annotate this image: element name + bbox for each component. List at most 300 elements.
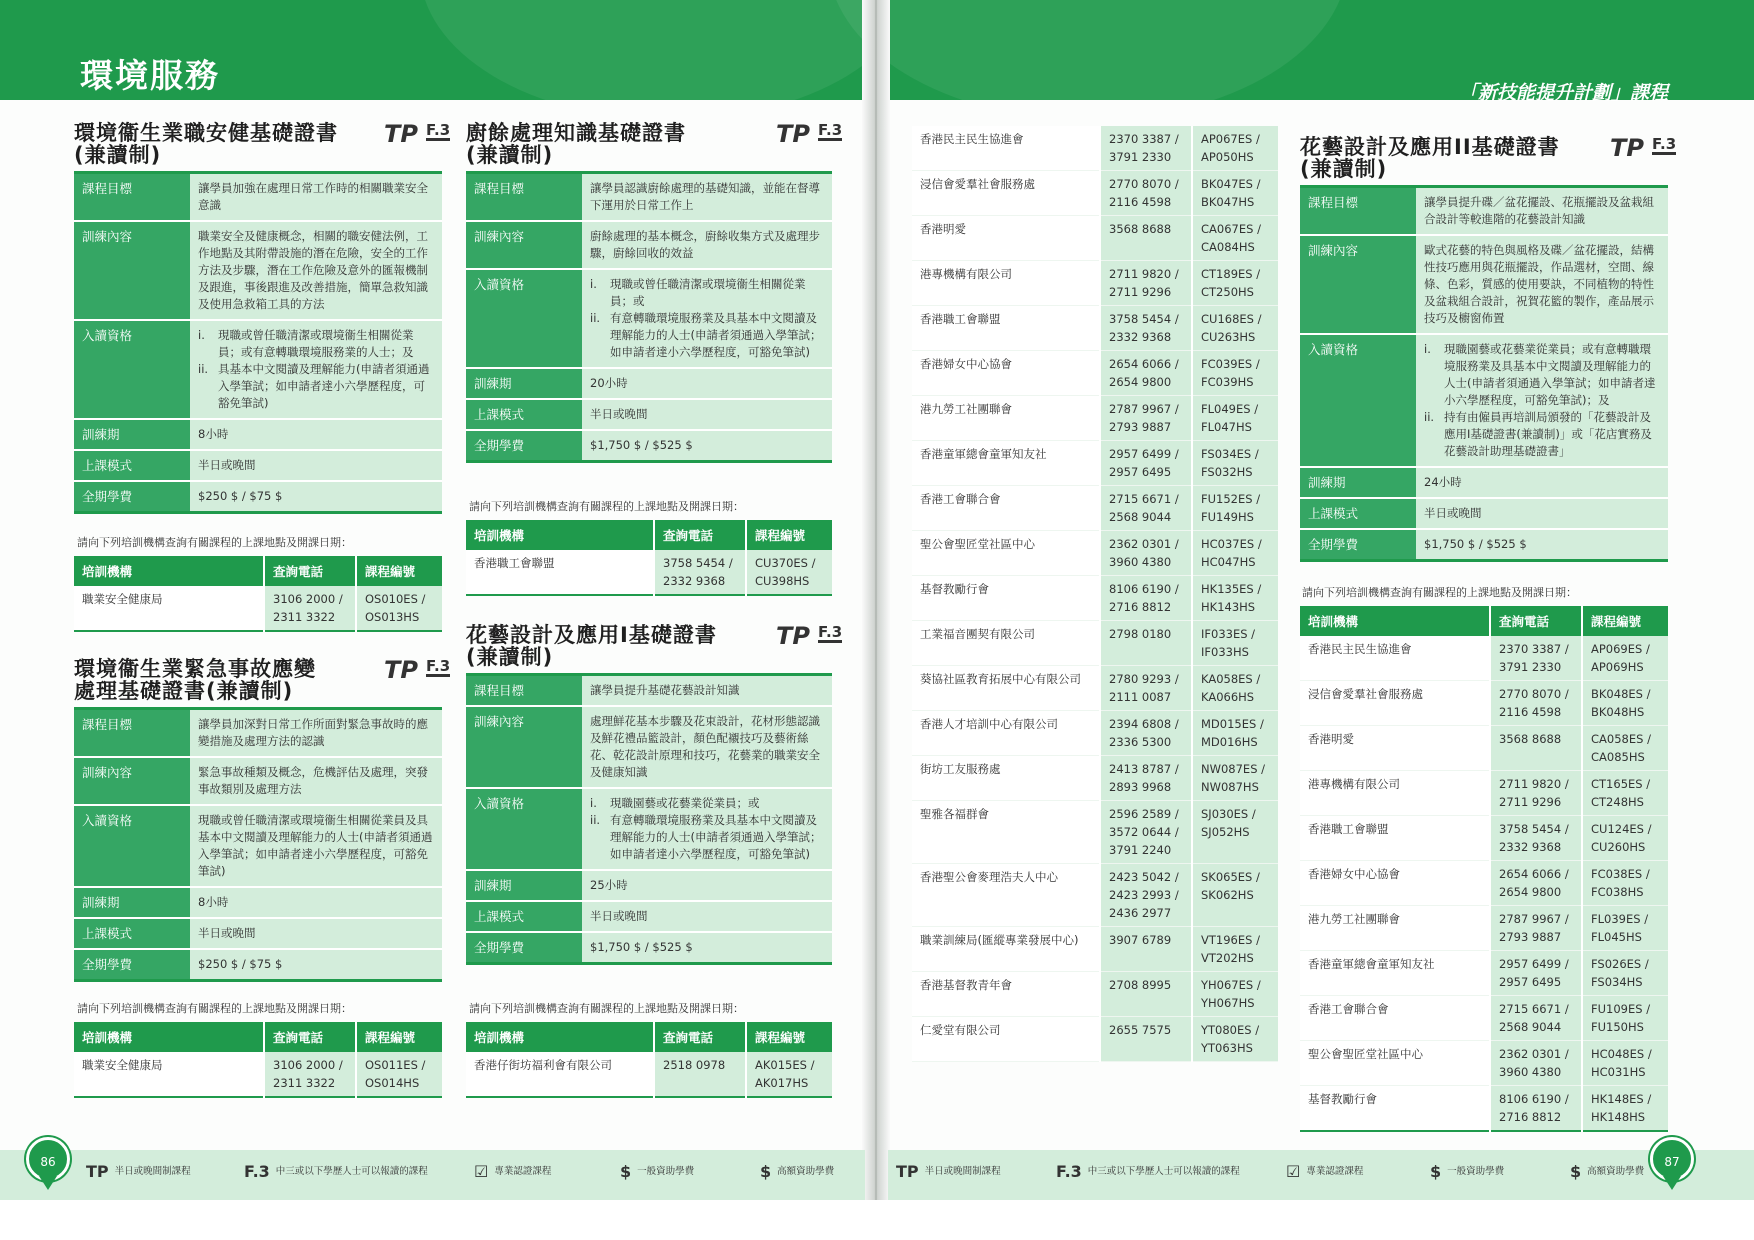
entry-item (590, 310, 824, 361)
program-title: 「新技能提升計劃」課程 (1458, 82, 1668, 104)
value-objective: 讓學員提升碟／盆花擺設、花瓶擺設及盆栽組合設計等較進階的花藝設計知識 (1416, 187, 1668, 236)
contact-tel: 2362 0301 / 3960 4380 (1100, 531, 1192, 576)
entry-text: 有意轉職環境服務業及具基本中文閱讀及理解能力的人士(申請者須通過入學筆試；如申請者達小六學歷程度，可豁免筆試) (610, 813, 822, 861)
legend-cert (1286, 1162, 1363, 1181)
row-fee (466, 932, 832, 964)
course-card-food-waste (466, 120, 843, 463)
contact-code: CT189ES / CT250HS (1192, 261, 1278, 306)
contact-code: HK148ES / HK148HS (1582, 1086, 1668, 1132)
label-objective: 課程目標 (466, 675, 582, 707)
contact-code: FU152ES / FU149HS (1192, 486, 1278, 531)
row-content (466, 706, 832, 788)
label-entry: 入讀資格 (466, 788, 582, 870)
label-content: 訓練內容 (74, 757, 190, 805)
entry-text: 具基本中文閱讀及理解能力(申請者須通過入學筆試；如申請者達小六學歷程度，可豁免筆試) (218, 362, 430, 410)
entry-item (1424, 409, 1660, 460)
row-duration (74, 887, 442, 918)
course-title-line2: (兼讀制) (74, 143, 162, 167)
contact-tel: 2394 6808 / 2336 5300 (1100, 711, 1192, 756)
certificate-icon: ☑ (1286, 1162, 1301, 1181)
course-title-line2: (兼讀制) (466, 645, 554, 669)
entry-item (590, 795, 824, 812)
contact-tel: 3758 5454 / 2332 9368 (654, 550, 746, 595)
course-info-table (466, 673, 832, 965)
contact-tel: 2413 8787 / 2893 9968 (1100, 756, 1192, 801)
contact-tel: 2715 6671 / 2568 9044 (1490, 996, 1582, 1041)
contact-org: 香港婦女中心協會 (912, 351, 1100, 396)
row-mode (74, 450, 442, 481)
course-title-line2: (兼讀制) (1300, 157, 1388, 181)
label-mode: 上課模式 (74, 918, 190, 949)
contact-row (912, 486, 1278, 531)
row-objective (466, 675, 832, 707)
row-entry (466, 269, 832, 368)
contact-tel: 3758 5454 / 2332 9368 (1100, 306, 1192, 351)
course-card-floral-1 (466, 622, 843, 965)
entry-numeral: i. (590, 796, 597, 810)
contact-tel: 2957 6499 / 2957 6495 (1490, 951, 1582, 996)
value-content: 處理鮮花基本步驟及花束設計，花材形態認識及鮮花禮品籃設計，顏色配襯技巧及藝術絲花、乾花設計原理和技巧，花藝業的職業安全及健康知識 (582, 706, 832, 788)
legend-text: 專業認證課程 (494, 1166, 552, 1177)
entry-item (1424, 341, 1660, 409)
value-objective: 讓學員加強在處理日常工作時的相關職業安全意識 (190, 173, 442, 222)
legend-text: 中三或以下學歷人士可以報讀的課程 (1087, 1166, 1240, 1177)
contact-org: 香港職工會聯盟 (912, 306, 1100, 351)
contact-row (1300, 861, 1668, 906)
contact-table (466, 1022, 832, 1098)
entry-text: 有意轉職環境服務業及具基本中文閱讀及理解能力的人士(申請者須通過入學筆試；如申請者達小六學歷程度，可豁免筆試) (610, 311, 822, 359)
contact-org: 職業訓練局(匯縱專業發展中心) (912, 927, 1100, 972)
course-title-line2: (兼讀制) (466, 143, 554, 167)
tp-logo-icon: TP (776, 622, 810, 650)
contact-tel: 2770 8070 / 2116 4598 (1100, 171, 1192, 216)
label-duration: 訓練期 (74, 887, 190, 918)
contact-code: YH067ES / YH067HS (1192, 972, 1278, 1017)
contact-code: VT196ES / VT202HS (1192, 927, 1278, 972)
contact-tel: 3106 2000 / 2311 3322 (264, 586, 356, 631)
value-fee: $1,750 $ / $525 $ (1416, 529, 1668, 561)
label-objective: 課程目標 (1300, 187, 1416, 236)
value-content: 職業安全及健康概念，相關的職安健法例，工作地點及其附帶設施的潛在危險，安全的工作方法及步驟，潛在工作危險及意外的匯報機制及跟進，事後跟進及改善措施，簡單急救知識及使用急救箱工具的方法 (190, 221, 442, 320)
contact-row (1300, 906, 1668, 951)
row-entry (74, 320, 442, 419)
legend-text: 中三或以下學歷人士可以報讀的課程 (275, 1166, 428, 1177)
contact-header-row (74, 556, 442, 586)
contact-tel: 2596 2589 / 3572 0644 / 3791 2240 (1100, 801, 1192, 864)
col-org-header: 培訓機構 (74, 1022, 264, 1052)
contact-code: CU124ES / CU260HS (1582, 816, 1668, 861)
contact-org: 香港職工會聯盟 (466, 550, 654, 595)
label-content: 訓練內容 (74, 221, 190, 320)
contact-org: 香港明愛 (912, 216, 1100, 261)
contact-org: 香港仔街坊福利會有限公司 (466, 1052, 654, 1097)
label-mode: 上課模式 (1300, 498, 1416, 529)
contact-tel: 2423 5042 / 2423 2993 / 2436 2977 (1100, 864, 1192, 927)
contact-row (912, 801, 1278, 864)
label-entry: 入讀資格 (466, 269, 582, 368)
contact-table (1300, 606, 1668, 1132)
value-fee: $1,750 $ / $525 $ (582, 430, 832, 462)
contact-code: MD015ES / MD016HS (1192, 711, 1278, 756)
contact-org: 港專機構有限公司 (912, 261, 1100, 306)
label-objective: 課程目標 (74, 709, 190, 758)
contact-tel: 2770 8070 / 2116 4598 (1490, 681, 1582, 726)
contact-row (912, 756, 1278, 801)
contact-row (912, 621, 1278, 666)
contact-row (466, 550, 832, 595)
contact-org: 聖公會聖匠堂社區中心 (912, 531, 1100, 576)
f3-logo-icon: F.3 (1651, 135, 1677, 153)
contact-tel: 2957 6499 / 2957 6495 (1100, 441, 1192, 486)
legend-high-fee (760, 1162, 834, 1181)
label-entry: 入讀資格 (74, 805, 190, 887)
value-mode: 半日或晚間 (190, 450, 442, 481)
row-fee (74, 481, 442, 513)
entry-item (590, 276, 824, 310)
label-duration: 訓練期 (466, 870, 582, 901)
contact-row (912, 396, 1278, 441)
contact-tel: 3907 6789 (1100, 927, 1192, 972)
label-duration: 訓練期 (1300, 467, 1416, 498)
col-org-header: 培訓機構 (466, 1022, 654, 1052)
label-entry: 入讀資格 (1300, 334, 1416, 467)
value-duration: 25小時 (582, 870, 832, 901)
contact-row (1300, 1086, 1668, 1132)
value-content: 歐式花藝的特色與風格及碟／盆花擺設，結構性技巧應用與花瓶擺設，作品選材，空間、線條、色彩，質感的使用要訣，不同植物的特性及盆栽組合設計，祝賀花籃的製作，產品展示技巧及櫥窗佈置 (1416, 235, 1668, 334)
entry-item (198, 361, 434, 412)
contact-row (912, 1017, 1278, 1062)
page-number-pin (1663, 1176, 1681, 1190)
label-duration: 訓練期 (466, 368, 582, 399)
contact-tel: 2654 6066 / 2654 9800 (1100, 351, 1192, 396)
course-info-table (74, 171, 442, 514)
right-header-band (888, 0, 1754, 104)
contact-code: HK135ES / HK143HS (1192, 576, 1278, 621)
contact-tel: 3568 8688 (1100, 216, 1192, 261)
contact-org: 浸信會愛羣社會服務處 (912, 171, 1100, 216)
value-entry (582, 269, 832, 368)
contact-row (912, 972, 1278, 1017)
contact-org: 香港職工會聯盟 (1300, 816, 1490, 861)
value-entry (582, 788, 832, 870)
contact-code: OS011ES / OS014HS (356, 1052, 442, 1097)
tp-logo-icon: TP (86, 1162, 109, 1181)
legend-text: 一般資助學費 (637, 1166, 695, 1177)
legend-f3 (244, 1162, 428, 1181)
course-info-table (1300, 185, 1668, 562)
contact-row (1300, 1041, 1668, 1086)
label-duration: 訓練期 (74, 419, 190, 450)
legend-text: 高額資助學費 (777, 1166, 835, 1177)
col-tel-header: 查詢電話 (264, 556, 356, 586)
contact-row (912, 531, 1278, 576)
contact-tel: 2715 6671 / 2568 9044 (1100, 486, 1192, 531)
row-duration (1300, 467, 1668, 498)
f3-logo-icon: F.3 (817, 623, 843, 641)
row-objective (74, 173, 442, 222)
left-header-band (0, 0, 865, 100)
contact-org: 香港聖公會麥理浩夫人中心 (912, 864, 1100, 927)
contact-code: FS034ES / FS032HS (1192, 441, 1278, 486)
row-fee (466, 430, 832, 462)
contact-row (912, 864, 1278, 927)
label-objective: 課程目標 (466, 173, 582, 222)
tp-logo-icon: TP (776, 120, 810, 148)
contact-org: 工業福音團契有限公司 (912, 621, 1100, 666)
contact-row (912, 666, 1278, 711)
value-objective: 讓學員加深對日常工作所面對緊急事故時的應變措施及處理方法的認識 (190, 709, 442, 758)
course-card-floral-2 (1300, 134, 1677, 562)
contact-table (466, 520, 832, 596)
legend-half-day (896, 1162, 1001, 1181)
contact-row (466, 1052, 832, 1097)
contact-tel: 2370 3387 / 3791 2330 (1490, 636, 1582, 681)
entry-numeral: i. (590, 277, 597, 291)
dollar-icon: $ (620, 1162, 632, 1181)
contact-org: 基督教勵行會 (912, 576, 1100, 621)
value-fee: $250 $ / $75 $ (190, 949, 442, 981)
contact-code: FS026ES / FS034HS (1582, 951, 1668, 996)
contact-code: KA058ES / KA066HS (1192, 666, 1278, 711)
label-fee: 全期學費 (74, 949, 190, 981)
course-title-line1: 廚餘處理知識基礎證書 (466, 121, 686, 145)
page-number-left: 86 (26, 1137, 70, 1181)
col-code-header: 課程編號 (746, 1022, 832, 1052)
value-duration: 20小時 (582, 368, 832, 399)
value-content: 廚餘處理的基本概念，廚餘收集方式及處理步驟，廚餘回收的效益 (582, 221, 832, 269)
legend-text: 半日或晚間制課程 (924, 1166, 1001, 1177)
course-info-table (74, 707, 442, 982)
value-fee: $1,750 $ / $525 $ (582, 932, 832, 964)
entry-text: 現職或曾任職清潔或環境衞生相關從業員；或有意轉職環境服務業的人士；及 (218, 328, 414, 359)
row-mode (1300, 498, 1668, 529)
contact-code: FU109ES / FU150HS (1582, 996, 1668, 1041)
row-duration (466, 368, 832, 399)
col-code-header: 課程編號 (356, 556, 442, 586)
f3-logo-icon: F.3 (425, 657, 451, 675)
contact-code: BK047ES / BK047HS (1192, 171, 1278, 216)
course-title-line2: 處理基礎證書(兼讀制) (74, 679, 294, 703)
value-duration: 8小時 (190, 887, 442, 918)
contact-org: 香港基督教青年會 (912, 972, 1100, 1017)
row-objective (1300, 187, 1668, 236)
contact-code: CA058ES / CA085HS (1582, 726, 1668, 771)
entry-text: 現職或曾任職清潔或環境衞生相關從業員；或 (610, 277, 806, 308)
col-org-header: 培訓機構 (466, 520, 654, 550)
contact-row (912, 576, 1278, 621)
contact-note: 請向下列培訓機構查詢有關課程的上課地點及開課日期： (1302, 586, 1577, 599)
legend-half-day (86, 1162, 191, 1181)
row-duration (466, 870, 832, 901)
label-fee: 全期學費 (466, 932, 582, 964)
row-objective (466, 173, 832, 222)
row-fee (74, 949, 442, 981)
col-org-header: 培訓機構 (1300, 606, 1490, 636)
tp-logo-icon: TP (896, 1162, 919, 1181)
row-mode (74, 918, 442, 949)
contact-org: 聖雅各福群會 (912, 801, 1100, 864)
value-mode: 半日或晚間 (582, 901, 832, 932)
course-title-line1: 花藝設計及應用II基礎證書 (1300, 135, 1560, 159)
contact-tel: 2711 9820 / 2711 9296 (1490, 771, 1582, 816)
col-tel-header: 查詢電話 (654, 520, 746, 550)
row-content (466, 221, 832, 269)
contact-row (74, 1052, 442, 1097)
entry-numeral: ii. (1424, 410, 1435, 424)
tp-logo-icon: TP (384, 656, 418, 684)
row-entry (74, 805, 442, 887)
label-mode: 上課模式 (466, 901, 582, 932)
contact-tel: 2370 3387 / 3791 2330 (1100, 126, 1192, 171)
contact-row (1300, 771, 1668, 816)
row-content (1300, 235, 1668, 334)
contact-code: SJ030ES / SJ052HS (1192, 801, 1278, 864)
f3-logo-icon: F.3 (817, 121, 843, 139)
page-bottom-margin (0, 1200, 1754, 1240)
course-info-table (466, 171, 832, 463)
contact-code: FC038ES / FC038HS (1582, 861, 1668, 906)
f3-logo-icon: F.3 (1056, 1162, 1082, 1181)
contact-row (912, 441, 1278, 486)
contact-code: CT165ES / CT248HS (1582, 771, 1668, 816)
contact-org: 香港民主民生協進會 (1300, 636, 1490, 681)
contact-org: 基督教勵行會 (1300, 1086, 1490, 1132)
label-entry: 入讀資格 (74, 320, 190, 419)
contact-row (912, 171, 1278, 216)
contact-code: YT080ES / YT063HS (1192, 1017, 1278, 1062)
certificate-icon: ☑ (474, 1162, 489, 1181)
contact-code: CU370ES / CU398HS (746, 550, 832, 595)
contact-tel: 8106 6190 / 2716 8812 (1100, 576, 1192, 621)
contact-table (74, 556, 442, 632)
f3-logo-icon: F.3 (425, 121, 451, 139)
contact-row (1300, 951, 1668, 996)
row-content (74, 757, 442, 805)
entry-numeral: ii. (590, 813, 601, 827)
entry-item (198, 327, 434, 361)
col-org-header: 培訓機構 (74, 556, 264, 586)
contact-header-row (74, 1022, 442, 1052)
col-tel-header: 查詢電話 (264, 1022, 356, 1052)
contact-tel: 2708 8995 (1100, 972, 1192, 1017)
contact-row (1300, 636, 1668, 681)
contact-table (74, 1022, 442, 1098)
course-title-line1: 花藝設計及應用I基礎證書 (466, 623, 717, 647)
contact-row (912, 711, 1278, 756)
legend-text: 半日或晚間制課程 (114, 1166, 191, 1177)
entry-item (590, 812, 824, 863)
contact-org: 浸信會愛羣社會服務處 (1300, 681, 1490, 726)
contact-org: 港專機構有限公司 (1300, 771, 1490, 816)
entry-numeral: ii. (590, 311, 601, 325)
row-entry (1300, 334, 1668, 467)
contact-tel: 2518 0978 (654, 1052, 746, 1097)
course-card-emergency (74, 656, 451, 982)
value-entry: 現職或曾任職清潔或環境衞生相關從業員及具基本中文閱讀及理解能力的人士(申請者須通過入學筆試；如申請者達小六學歷程度，可豁免筆試) (190, 805, 442, 887)
tp-logo-icon: TP (1610, 134, 1644, 162)
label-fee: 全期學費 (74, 481, 190, 513)
course-badges (384, 122, 450, 146)
contact-code: FL039ES / FL045HS (1582, 906, 1668, 951)
contact-code: CU168ES / CU263HS (1192, 306, 1278, 351)
contact-tel: 3758 5454 / 2332 9368 (1490, 816, 1582, 861)
course-badges (384, 658, 450, 682)
contact-row (1300, 816, 1668, 861)
course-title-line1: 環境衞生業職安健基礎證書 (74, 121, 338, 145)
contact-note: 請向下列培訓機構查詢有關課程的上課地點及開課日期： (469, 1002, 744, 1015)
book-gutter (862, 0, 890, 1240)
section-title: 環境服務 (80, 56, 220, 95)
contact-tel: 8106 6190 / 2716 8812 (1490, 1086, 1582, 1132)
value-objective: 讓學員認識廚餘處理的基礎知識，並能在督導下運用於日常工作上 (582, 173, 832, 222)
label-fee: 全期學費 (466, 430, 582, 462)
row-entry (466, 788, 832, 870)
legend-text: 專業認證課程 (1306, 1166, 1364, 1177)
contact-tel: 2798 0180 (1100, 621, 1192, 666)
col-tel-header: 查詢電話 (1490, 606, 1582, 636)
contact-tel: 2362 0301 / 3960 4380 (1490, 1041, 1582, 1086)
contact-row (912, 306, 1278, 351)
legend-general-fee (620, 1162, 694, 1181)
entry-numeral: i. (1424, 342, 1431, 356)
value-mode: 半日或晚間 (582, 399, 832, 430)
row-mode (466, 901, 832, 932)
contact-row (1300, 996, 1668, 1041)
contact-tel: 2654 6066 / 2654 9800 (1490, 861, 1582, 906)
contact-org: 香港工會聯合會 (912, 486, 1100, 531)
contact-tel: 2787 9967 / 2793 9887 (1490, 906, 1582, 951)
page-number-pin (39, 1176, 57, 1190)
label-mode: 上課模式 (466, 399, 582, 430)
contact-org: 聖公會聖匠堂社區中心 (1300, 1041, 1490, 1086)
contact-code: SK065ES / SK062HS (1192, 864, 1278, 927)
contact-org: 香港工會聯合會 (1300, 996, 1490, 1041)
contact-row (74, 586, 442, 631)
dollar-high-icon: $ (1570, 1162, 1582, 1181)
contact-code: FC039ES / FC039HS (1192, 351, 1278, 396)
contact-code: BK048ES / BK048HS (1582, 681, 1668, 726)
legend-text: 一般資助學費 (1447, 1166, 1505, 1177)
contact-header-row (466, 1022, 832, 1052)
page-number-right: 87 (1650, 1137, 1694, 1181)
contact-tel: 3568 8688 (1490, 726, 1582, 771)
dollar-icon: $ (1430, 1162, 1442, 1181)
col-code-header: 課程編號 (356, 1022, 442, 1052)
contact-code: OS010ES / OS013HS (356, 586, 442, 631)
contact-row (1300, 681, 1668, 726)
entry-text: 現職園藝或花藝業從業員；或有意轉職環境服務業及具基本中文閱讀及理解能力的人士(申請者須通過入學筆試；如申請者達小六學歷程度，可豁免筆試)；及 (1444, 342, 1656, 407)
contact-note: 請向下列培訓機構查詢有關課程的上課地點及開課日期： (77, 1002, 352, 1015)
contact-org: 街坊工友服務處 (912, 756, 1100, 801)
contact-code: CA067ES / CA084HS (1192, 216, 1278, 261)
course-badges (776, 122, 842, 146)
legend-text: 高額資助學費 (1587, 1166, 1645, 1177)
contact-org: 仁愛堂有限公司 (912, 1017, 1100, 1062)
contact-code: HC048ES / HC031HS (1582, 1041, 1668, 1086)
contact-org: 香港民主民生協進會 (912, 126, 1100, 171)
contact-row (1300, 726, 1668, 771)
value-objective: 讓學員提升基礎花藝設計知識 (582, 675, 832, 707)
value-content: 緊急事故種類及概念，危機評估及處理，突發事故類別及處理方法 (190, 757, 442, 805)
value-duration: 24小時 (1416, 467, 1668, 498)
contact-row (912, 351, 1278, 396)
value-entry (190, 320, 442, 419)
value-entry (1416, 334, 1668, 467)
row-duration (74, 419, 442, 450)
label-content: 訓練內容 (466, 221, 582, 269)
contact-row (912, 927, 1278, 972)
value-mode: 半日或晚間 (190, 918, 442, 949)
